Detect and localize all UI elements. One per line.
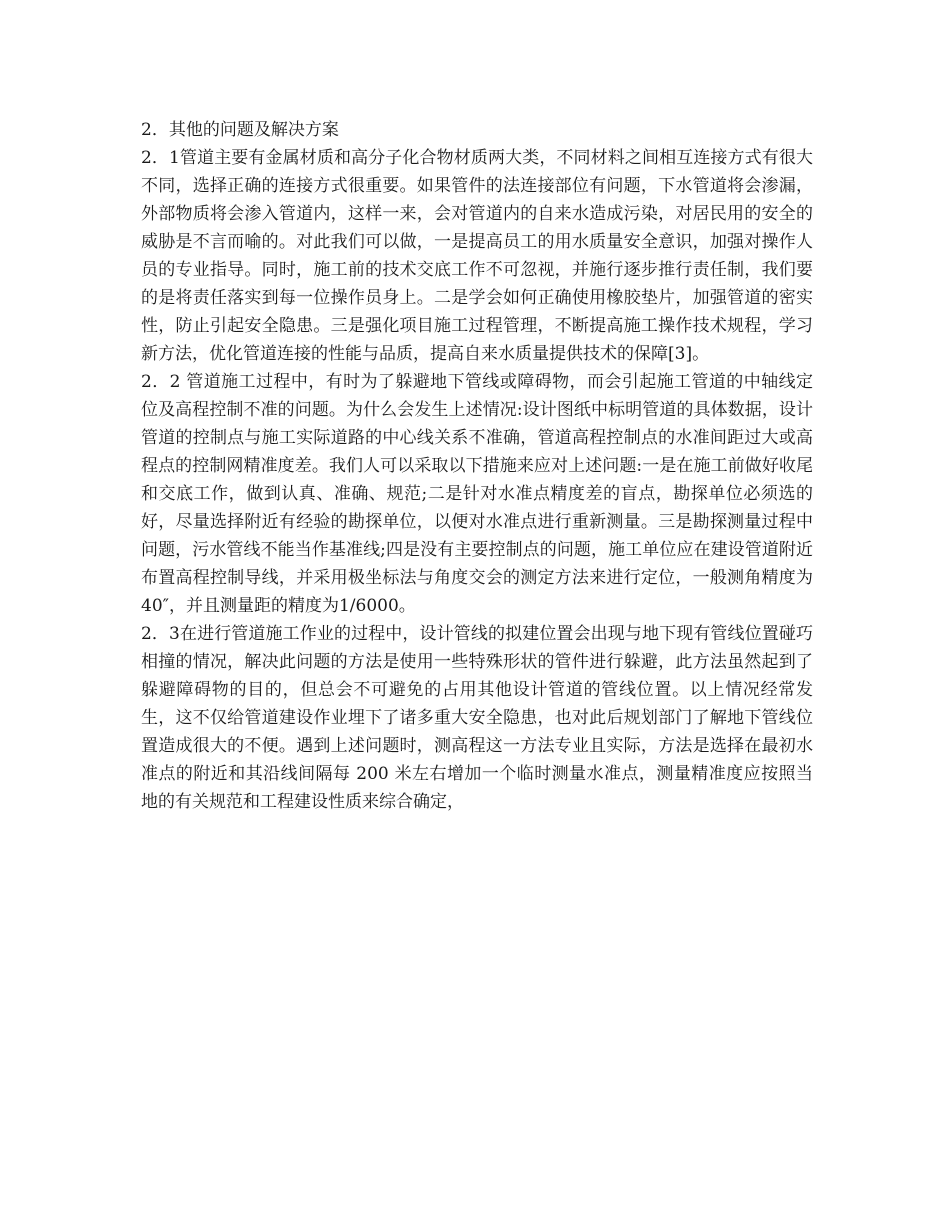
section-heading: 2．其他的问题及解决方案 bbox=[141, 120, 339, 140]
paragraph-2-3: 2．3在进行管道施工作业的过程中，设计管线的拟建位置会出现与地下现有管线位置碰巧相撞的情况，解决此问题的方法是使用一些特殊形状的管件进行躲避，此方法虽然起到了躲避障碍物的目的，但总会不可避免的占用其他设计管道的管线位置。以上情况经常发生，这不仅给管道建设作业埋下了诸多重大安全隐患，也对此后规划部门了解地下管线位置造成很大的不便。遇到上述问题时，测高程这一方法专业且实际，方法是选择在最初水准点的附近和其沿线间隔每 200 米左右增加一个临时测量水准点，测量精准度应按照当地的有关规范和工程建设性质来综合确定， bbox=[141, 624, 813, 812]
paragraph-2-2: 2．2 管道施工过程中，有时为了躲避地下管线或障碍物，而会引起施工管道的中轴线定位及高程控制不准的问题。为什么会发生上述情况:设计图纸中标明管道的具体数据，设计管道的控制点与施工实际道路的中心线关系不准确，管道高程控制点的水准间距过大或高程点的控制网精准度差。我们人可以采取以下措施来应对上述问题:一是在施工前做好收尾和交底工作，做到认真、准确、规范;二是针对水准点精度差的盲点，勘探单位必须选的好，尽量选择附近有经验的勘探单位，以便对水准点进行重新测量。三是勘探测量过程中问题，污水管线不能当作基准线;四是没有主要控制点的问题，施工单位应在建设管道附近布置高程控制导线，并采用极坐标法与角度交会的测定方法来进行定位，一般测角精度为 40″，并且测量距的精度为1/6000。 bbox=[141, 372, 813, 616]
paragraph-2-1: 2．1管道主要有金属材质和高分子化合物材质两大类，不同材料之间相互连接方式有很大不同，选择正确的连接方式很重要。如果管件的法连接部位有问题，下水管道将会渗漏，外部物质将会渗入管道内，这样一来，会对管道内的自来水造成污染，对居民用的安全的威胁是不言而喻的。对此我们可以做，一是提高员工的用水质量安全意识，加强对操作人员的专业指导。同时，施工前的技术交底工作不可忽视，并施行逐步推行责任制，我们要的是将责任落实到每一位操作员身上。二是学会如何正确使用橡胶垫片，加强管道的密实性，防止引起安全隐患。三是强化项目施工过程管理，不断提高施工操作技术规程，学习新方法，优化管道连接的性能与品质，提高自来水质量提供技术的保障[3]。 bbox=[141, 148, 813, 364]
document-body bbox=[141, 116, 813, 816]
